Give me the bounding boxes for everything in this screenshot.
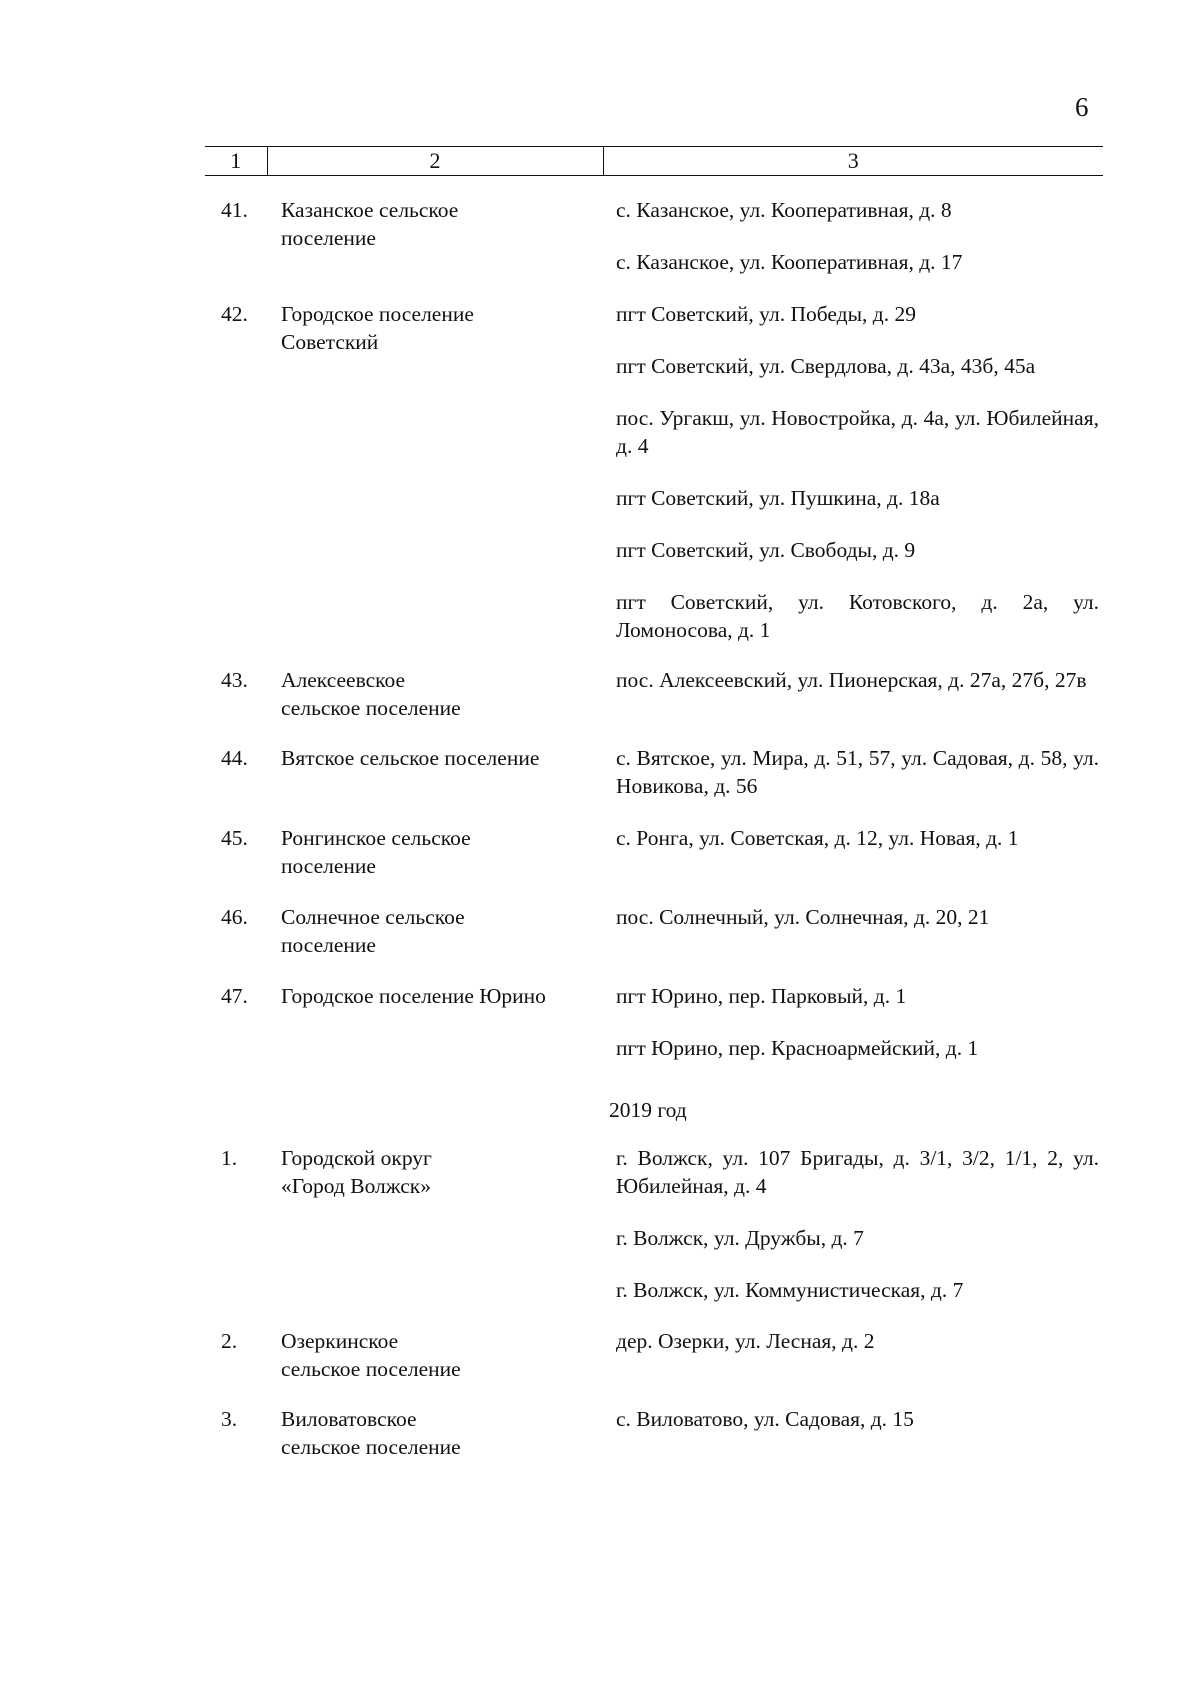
row-number: 46. [221,905,248,929]
address-line: с. Ронга, ул. Советская, д. 12, ул. Новая, д. 1 [616,826,1019,850]
address-cell [603,644,1103,722]
page-number: 6 [1075,92,1089,122]
row-number: 41. [221,198,248,222]
address-line: г. Волжск, ул. Дружбы, д. 7 [616,1226,864,1250]
row-number: 2. [221,1329,238,1353]
table-row [205,1304,1103,1383]
table-body [205,176,1103,1462]
table-row [205,1124,1103,1304]
address-line: пос. Ургакш, ул. Новостройка, д. 4а, ул. Юбилейная, д. 4 [616,406,1099,458]
table-row [205,276,1103,644]
address-line: пос. Алексеевский, ул. Пионерская, д. 27а, 27б, 27в [616,668,1087,692]
year-spacer [205,1062,267,1124]
address-line: пгт Советский, ул. Свободы, д. 9 [616,538,916,562]
table-row [205,959,1103,1062]
address-cell [603,1304,1103,1383]
address-line: г. Волжск, ул. 107 Бригады, д. 3/1, 3/2, 1/1, 2, ул. Юбилейная, д. 4 [616,1146,1099,1198]
address-cell [603,276,1103,644]
row-number: 44. [221,746,248,770]
address-cell [603,959,1103,1062]
settlement-name: Озеркинское сельское поселение [281,1329,461,1381]
table-row [205,880,1103,959]
address-line: с. Вятское, ул. Мира, д. 51, 57, ул. Садовая, д. 58, ул. Новикова, д. 56 [616,746,1099,798]
row-number: 47. [221,984,248,1008]
row-number: 3. [221,1407,238,1431]
year-heading: 2019 год [609,1098,687,1122]
address-cell [603,800,1103,880]
settlement-name: Городское поселение Юрино [281,984,546,1008]
settlement-name: Городской округ «Город Волжск» [281,1146,432,1198]
settlement-name: Солнечное сельское поселение [281,905,465,957]
table-row [205,176,1103,277]
address-line: пгт Советский, ул. Свердлова, д. 43а, 43б, 45а [616,354,1036,378]
row-number: 1. [221,1146,238,1170]
row-number: 42. [221,302,248,326]
address-line: г. Волжск, ул. Коммунистическая, д. 7 [616,1278,964,1302]
settlement-name: Городское поселение Советский [281,302,474,354]
address-line: пгт Юрино, пер. Красноармейский, д. 1 [616,1036,979,1060]
address-line: пгт Советский, ул. Котовского, д. 2а, ул. Ломоносова, д. 1 [616,590,1099,642]
address-cell [603,722,1103,800]
settlement-name: Вятское сельское поселение [281,746,540,770]
settlement-name: Казанское сельское поселение [281,198,459,250]
address-line: с. Казанское, ул. Кооперативная, д. 8 [616,198,952,222]
column-header-1: 1 [205,147,267,176]
row-number: 43. [221,668,248,692]
year-spacer [267,1062,603,1124]
table-row [205,800,1103,880]
address-line: дер. Озерки, ул. Лесная, д. 2 [616,1329,875,1353]
address-cell [603,880,1103,959]
address-line: пгт Советский, ул. Пушкина, д. 18а [616,486,940,510]
addresses-table [205,146,1103,1461]
address-line: пгт Советский, ул. Победы, д. 29 [616,302,916,326]
settlement-name: Ронгинское сельское поселение [281,826,471,878]
address-line: пгт Юрино, пер. Парковый, д. 1 [616,984,907,1008]
address-line: с. Виловатово, ул. Садовая, д. 15 [616,1407,914,1431]
table-row [205,644,1103,722]
table-header [205,147,1103,176]
address-cell [603,1383,1103,1461]
address-line: с. Казанское, ул. Кооперативная, д. 17 [616,250,963,274]
year-row [205,1062,1103,1124]
address-cell [603,176,1103,277]
settlement-name: Алексеевское сельское поселение [281,668,461,720]
address-line: пос. Солнечный, ул. Солнечная, д. 20, 21 [616,905,990,929]
table-row [205,722,1103,800]
row-number: 45. [221,826,248,850]
column-header-3: 3 [603,147,1103,176]
table-row [205,1383,1103,1461]
settlement-name: Виловатовское сельское поселение [281,1407,461,1459]
address-cell [603,1124,1103,1304]
column-header-2: 2 [267,147,603,176]
